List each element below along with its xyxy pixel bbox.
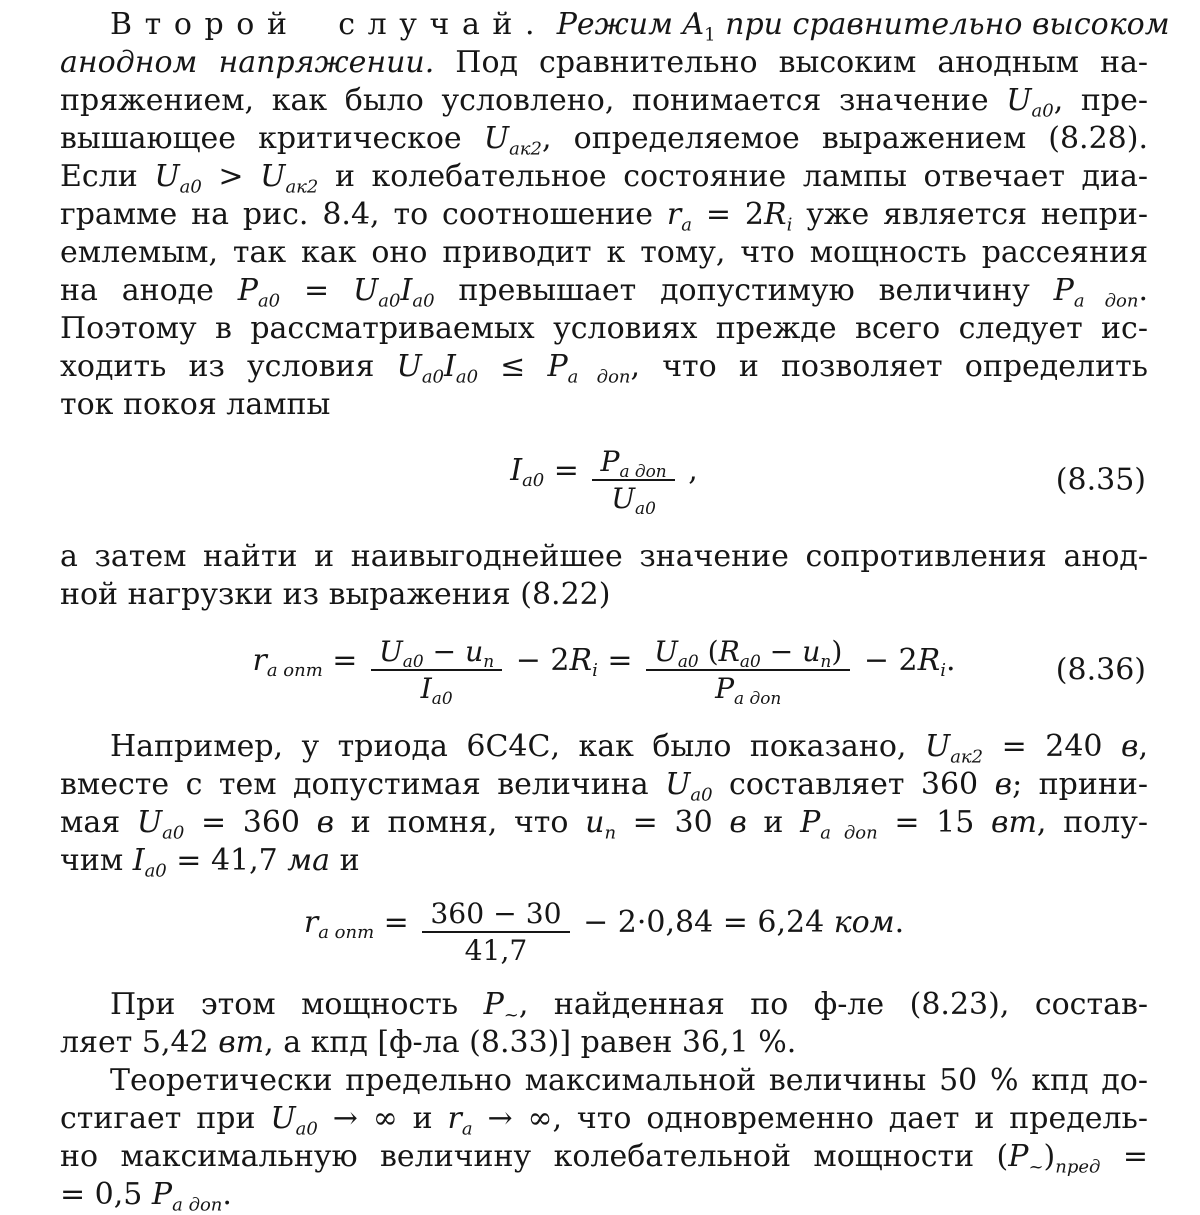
text-run: = bbox=[280, 273, 353, 308]
text-run: . bbox=[945, 642, 956, 678]
math-variable: U bbox=[154, 159, 180, 194]
fraction-denominator bbox=[646, 669, 850, 706]
math-variable: U bbox=[396, 349, 422, 384]
math-variable: P bbox=[547, 349, 568, 384]
text-run: емлемым, так как оно приводит к тому, что мощность рассеяния bbox=[60, 235, 1148, 270]
subscript: п bbox=[483, 650, 495, 671]
math-variable: I bbox=[132, 843, 145, 878]
math-variable: P bbox=[715, 672, 735, 705]
text-line bbox=[60, 1100, 1148, 1138]
text-run: = 0,5 bbox=[60, 1177, 152, 1212]
math-variable: r bbox=[303, 904, 319, 940]
subscript: а0 bbox=[690, 784, 713, 806]
math-variable: в bbox=[729, 805, 747, 840]
subscript: а0 bbox=[144, 860, 167, 882]
math-variable: U bbox=[353, 273, 379, 308]
math-variable: I bbox=[510, 452, 523, 488]
equation-content bbox=[304, 896, 904, 969]
text-line bbox=[60, 728, 1148, 766]
text-run: = bbox=[1100, 1139, 1148, 1174]
math-variable: P bbox=[600, 444, 620, 478]
fraction-denominator bbox=[592, 479, 674, 516]
text-run: = bbox=[322, 642, 367, 678]
text-line bbox=[60, 348, 1148, 386]
math-variable: в bbox=[1120, 729, 1139, 764]
subscript: ~ bbox=[503, 1004, 519, 1026]
math-variable: U bbox=[665, 767, 691, 802]
text-line bbox=[60, 6, 1170, 46]
text-line bbox=[60, 804, 1148, 842]
text-run: Если bbox=[60, 159, 155, 194]
subscript: а0 bbox=[412, 290, 435, 312]
fraction bbox=[371, 634, 502, 707]
math-variable: A bbox=[682, 7, 705, 42]
fraction-numerator bbox=[646, 634, 850, 669]
text-run: = bbox=[544, 452, 589, 488]
subscript: ак2 bbox=[285, 176, 319, 198]
math-variable: U bbox=[136, 805, 163, 840]
text-run: и помня, что bbox=[334, 805, 586, 840]
text-run: пряжением, как было условлено, понимается значение bbox=[60, 83, 1007, 118]
text-run: При этом мощность bbox=[110, 987, 484, 1022]
text-run: , bbox=[1138, 729, 1148, 764]
math-variable: R bbox=[763, 197, 787, 232]
text-run: ходить из условия bbox=[60, 349, 397, 384]
text-run: ной нагрузки из выражения (8.22) bbox=[60, 577, 611, 612]
text-run: Теоретически предельно максимальной величины 50 % кпд до- bbox=[110, 1063, 1148, 1098]
text-run: , найденная по ф-ле (8.23), состав- bbox=[518, 987, 1148, 1022]
math-variable: вт bbox=[990, 805, 1037, 840]
text-run: на аноде bbox=[60, 273, 238, 308]
subscript: а0 bbox=[162, 822, 185, 844]
text-run: и колебательное состояние лампы отвечает диа- bbox=[318, 159, 1148, 194]
text-line bbox=[60, 158, 1148, 196]
text-run: уже является непри- bbox=[792, 197, 1148, 232]
subscript: а0 bbox=[455, 366, 479, 388]
subscript: i bbox=[786, 214, 793, 236]
subscript: а доп bbox=[734, 687, 782, 708]
math-variable: ма bbox=[287, 843, 331, 878]
text-run: ( bbox=[698, 634, 719, 668]
subscript: п bbox=[820, 650, 832, 671]
text-line bbox=[60, 576, 1148, 614]
text-run: . bbox=[894, 904, 905, 940]
text-run: ) bbox=[831, 634, 843, 668]
fraction-numerator bbox=[592, 444, 674, 479]
math-variable: P bbox=[800, 805, 821, 840]
subscript: а доп bbox=[567, 366, 631, 388]
text-run: стигает при bbox=[60, 1101, 271, 1136]
text-run: − 2·0,84 = 6,24 bbox=[573, 904, 834, 940]
text-run: = bbox=[374, 904, 419, 940]
fraction-numerator bbox=[422, 896, 569, 931]
text-run: = 30 bbox=[616, 805, 730, 840]
math-variable: R bbox=[569, 642, 593, 678]
math-variable: P bbox=[237, 273, 258, 308]
subscript: а доп bbox=[172, 1194, 223, 1215]
text-run: вместе с тем допустимая величина bbox=[60, 767, 666, 802]
math-variable: R bbox=[718, 634, 740, 668]
subscript: а доп bbox=[1073, 290, 1139, 312]
text-line bbox=[60, 538, 1148, 576]
text-line bbox=[60, 82, 1148, 120]
text-run: − 2 bbox=[506, 642, 570, 678]
math-variable: U bbox=[924, 729, 951, 764]
text-run: ) bbox=[1043, 1139, 1056, 1174]
subscript: ~ bbox=[1028, 1156, 1044, 1178]
text-run: , пре- bbox=[1053, 83, 1148, 118]
subscript: 1 bbox=[704, 24, 716, 46]
subscript: а0 bbox=[431, 687, 453, 708]
text-run: = 15 bbox=[877, 805, 991, 840]
text-run: → ∞ и bbox=[317, 1101, 448, 1136]
text-line bbox=[60, 386, 1148, 424]
text-line bbox=[60, 1062, 1148, 1100]
text-run: , что и позволяет определить bbox=[630, 349, 1148, 384]
subscript: а опт bbox=[266, 659, 323, 681]
subscript: а0 bbox=[421, 366, 444, 388]
math-variable: U bbox=[270, 1101, 296, 1136]
text-run: превышает допустимую величину bbox=[434, 273, 1054, 308]
subscript: а опт bbox=[318, 921, 375, 943]
math-variable: U bbox=[260, 159, 286, 194]
fraction bbox=[422, 896, 569, 969]
math-variable: анодном напряжении. bbox=[60, 45, 435, 80]
math-variable: U bbox=[1006, 83, 1032, 118]
text-run: , определяемое выражением (8.28). bbox=[542, 121, 1148, 156]
text-line bbox=[60, 1176, 1148, 1214]
text-line bbox=[60, 310, 1148, 348]
math-variable: I bbox=[444, 349, 456, 384]
text-line bbox=[60, 234, 1148, 272]
math-variable: U bbox=[654, 634, 678, 668]
text-line bbox=[60, 766, 1148, 804]
subscript: а bbox=[461, 1118, 473, 1140]
math-variable: U bbox=[611, 482, 636, 515]
equation-number: (8.36) bbox=[1055, 652, 1146, 688]
text-line bbox=[60, 44, 1148, 82]
subscript: а0 bbox=[677, 650, 699, 671]
math-variable: P bbox=[483, 987, 504, 1022]
text-run: − bbox=[423, 634, 466, 668]
math-variable: при сравнительно высоком bbox=[715, 7, 1170, 42]
fraction-numerator bbox=[371, 634, 502, 669]
text-run: ; прини- bbox=[1012, 767, 1148, 802]
subscript: а bbox=[681, 214, 692, 236]
math-variable: I bbox=[400, 273, 413, 308]
text-run: . bbox=[222, 1177, 232, 1212]
math-variable: u bbox=[802, 634, 821, 668]
math-variable: U bbox=[483, 121, 510, 156]
text-run: ляет 5,42 bbox=[60, 1025, 219, 1060]
math-variable: r bbox=[252, 642, 267, 678]
text-run: чим bbox=[60, 843, 133, 878]
subscript: а0 bbox=[1031, 100, 1054, 122]
subscript: i bbox=[592, 659, 598, 681]
text-run: = 2 bbox=[691, 197, 764, 232]
subscript: а0 bbox=[635, 497, 656, 518]
math-variable: P bbox=[151, 1177, 173, 1212]
fraction bbox=[592, 444, 674, 517]
text-run: , полу- bbox=[1036, 805, 1149, 840]
text-line bbox=[60, 120, 1148, 158]
equation bbox=[60, 622, 1148, 718]
math-variable: U bbox=[378, 634, 403, 668]
text-run: Поэтому в рассматриваемых условиях прежде всего следует ис- bbox=[60, 311, 1148, 346]
subscript: п bbox=[604, 822, 617, 844]
equation-number: (8.35) bbox=[1055, 462, 1146, 498]
equation bbox=[60, 432, 1148, 528]
equation bbox=[60, 888, 1148, 976]
text-run: Например, у триода 6С4С, как было показано, bbox=[110, 729, 925, 764]
equation-content bbox=[510, 444, 698, 517]
text-run: Под сравнительно высоким анодным на- bbox=[434, 45, 1148, 80]
subscript: а0 bbox=[522, 469, 545, 491]
text-run: = 41,7 bbox=[166, 843, 288, 878]
equation-content bbox=[252, 634, 955, 707]
math-variable: в bbox=[994, 767, 1013, 802]
text-line bbox=[60, 842, 1148, 880]
text-run: 41,7 bbox=[464, 934, 528, 967]
text-run: составляет 360 bbox=[712, 767, 995, 802]
text-run: − 2 bbox=[854, 642, 918, 678]
fraction bbox=[646, 634, 850, 707]
math-variable: r bbox=[666, 197, 682, 232]
text-run: > bbox=[201, 159, 261, 194]
subscript: а0 bbox=[739, 650, 761, 671]
text-run: 360 − 30 bbox=[430, 896, 562, 930]
text-run bbox=[547, 7, 557, 42]
text-run: Второй случай. bbox=[110, 7, 548, 42]
text-run: − bbox=[760, 634, 803, 668]
subscript: а доп bbox=[820, 822, 878, 844]
math-variable: в bbox=[316, 805, 335, 840]
math-variable: P bbox=[1053, 273, 1074, 308]
text-run: = 240 bbox=[983, 729, 1121, 764]
math-variable: I bbox=[420, 672, 432, 705]
text-run: → ∞, что одновременно дает и предель- bbox=[472, 1101, 1148, 1136]
text-run: = bbox=[597, 642, 643, 678]
math-variable: ком bbox=[833, 904, 895, 940]
text-line bbox=[60, 1138, 1148, 1176]
subscript: а0 bbox=[295, 1118, 318, 1140]
math-variable: P bbox=[1008, 1139, 1029, 1174]
math-variable: r bbox=[447, 1101, 462, 1136]
text-run: ток покоя лампы bbox=[60, 387, 331, 422]
text-run: и bbox=[746, 805, 801, 840]
subscript: i bbox=[940, 659, 946, 681]
text-run: грамме на рис. 8.4, то соотношение bbox=[60, 197, 667, 232]
subscript: а0 bbox=[257, 290, 281, 312]
text-line bbox=[60, 272, 1148, 310]
text-line bbox=[60, 986, 1148, 1024]
subscript: ак2 bbox=[509, 138, 542, 160]
text-run: но максимальную величину колебательной мощности ( bbox=[60, 1139, 1009, 1174]
text-run: , а кпд [ф-ла (8.33)] равен 36,1 %. bbox=[264, 1025, 797, 1060]
fraction-denominator bbox=[422, 931, 569, 968]
text-run: = 360 bbox=[184, 805, 317, 840]
subscript: пред bbox=[1055, 1156, 1101, 1178]
fraction-denominator bbox=[371, 669, 502, 706]
text-run: , bbox=[678, 452, 698, 488]
subscript: а0 bbox=[179, 176, 202, 198]
math-variable: вт bbox=[218, 1025, 265, 1060]
math-variable: Режим bbox=[556, 7, 683, 42]
subscript: а доп bbox=[619, 460, 667, 481]
subscript: а0 bbox=[402, 650, 424, 671]
text-run: и bbox=[330, 843, 360, 878]
text-run: вышающее критическое bbox=[60, 121, 484, 156]
subscript: ак2 bbox=[950, 746, 984, 768]
text-run: ≤ bbox=[478, 349, 548, 384]
math-variable: u bbox=[585, 805, 605, 840]
text-line bbox=[60, 196, 1148, 234]
text-run: мая bbox=[60, 805, 137, 840]
text-line bbox=[60, 1024, 1148, 1062]
math-variable: R bbox=[917, 642, 941, 678]
subscript: а0 bbox=[378, 290, 401, 312]
text-run: а затем найти и наивыгоднейшее значение сопротивления анод- bbox=[60, 539, 1148, 574]
text-run: . bbox=[1138, 273, 1149, 308]
math-variable: u bbox=[465, 634, 484, 668]
